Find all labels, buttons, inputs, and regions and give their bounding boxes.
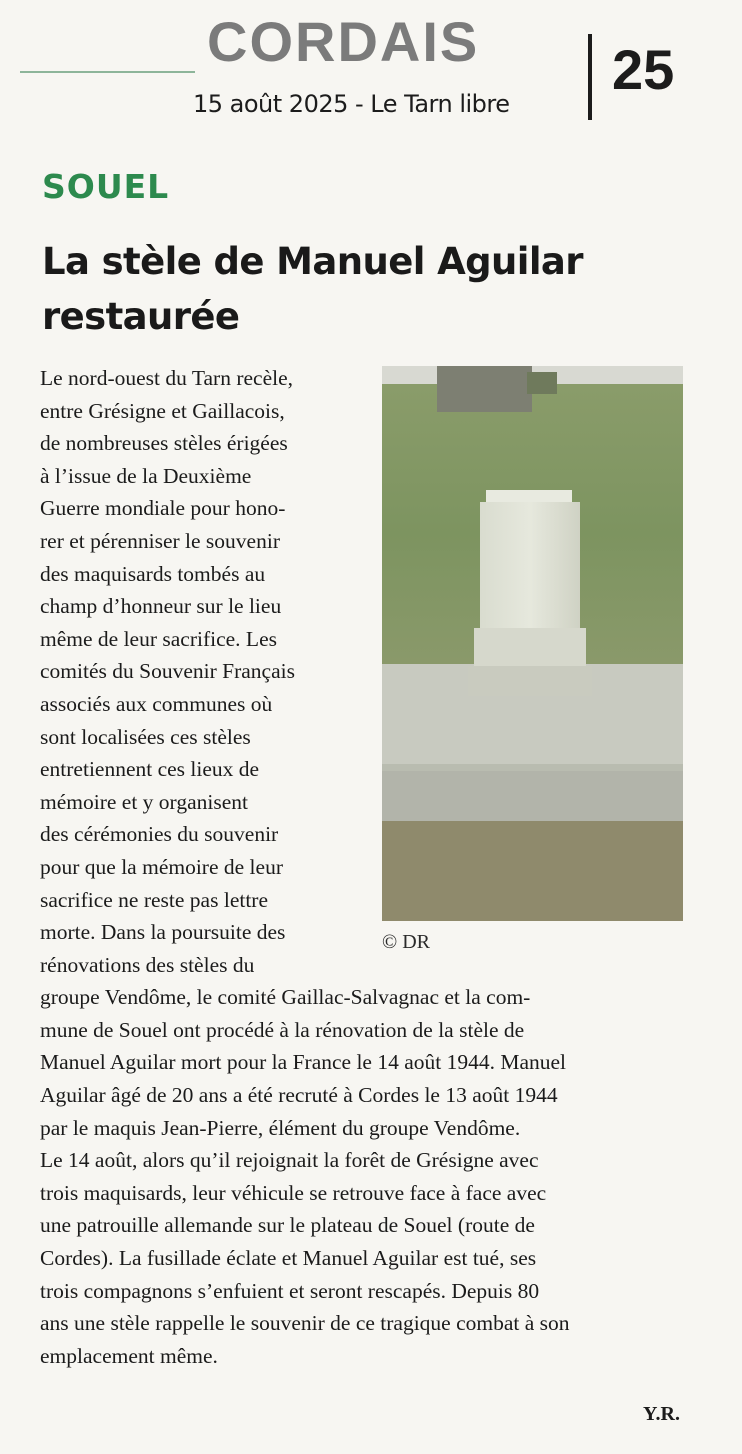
dateline: 15 août 2025 - Le Tarn libre — [193, 90, 510, 118]
body-line: rer et pérenniser le souvenir — [40, 528, 280, 553]
body-line: par le maquis Jean-Pierre, élément du groupe Vendôme. — [40, 1115, 521, 1140]
article-headline — [42, 234, 682, 344]
body-line: rénovations des stèles du — [40, 952, 255, 977]
body-line: champ d’honneur sur le lieu — [40, 594, 282, 619]
body-line: des maquisards tombés au — [40, 561, 266, 586]
page-number: 25 — [612, 38, 675, 101]
body-line: sacrifice ne reste pas lettre — [40, 887, 269, 912]
body-line: morte. Dans la poursuite des — [40, 920, 286, 945]
body-line: Aguilar âgé de 20 ans a été recruté à Cordes le 13 août 1944 — [40, 1083, 558, 1108]
body-line: pour que la mémoire de leur — [40, 854, 283, 879]
body-line: emplacement même. — [40, 1343, 218, 1368]
body-line: associés aux communes où — [40, 691, 273, 716]
body-line: des cérémonies du souvenir — [40, 822, 279, 847]
body-line: à l’issue de la Deuxième — [40, 463, 252, 488]
header-rule — [20, 71, 195, 73]
body-line: mune de Souel ont procédé à la rénovation de la stèle de — [40, 1017, 525, 1042]
article-body — [40, 362, 570, 1372]
photo-credit: © DR — [382, 931, 430, 953]
body-line: ans une stèle rappelle le souvenir de ce tragique combat à son — [40, 1311, 570, 1336]
body-line: Le 14 août, alors qu’il rejoignait la forêt de Grésigne avec — [40, 1148, 539, 1173]
body-line: Manuel Aguilar mort pour la France le 14 août 1944. Manuel — [40, 1050, 567, 1075]
body-line: entretiennent ces lieux de — [40, 757, 260, 782]
body-line: Le nord-ouest du Tarn recèle, — [40, 366, 294, 390]
body-line: trois maquisards, leur véhicule se retrouve face à face avec — [40, 1180, 547, 1205]
body-line: Cordes). La fusillade éclate et Manuel Aguilar est tué, ses — [40, 1246, 537, 1271]
body-line: une patrouille allemande sur le plateau de Souel (route de — [40, 1213, 535, 1238]
header-divider — [588, 34, 592, 120]
body-line: Guerre mondiale pour hono- — [40, 496, 286, 521]
article-kicker: SOUEL — [42, 167, 170, 206]
body-line: mémoire et y organisent — [40, 789, 248, 814]
body-line: trois compagnons s’enfuient et seront rescapés. Depuis 80 — [40, 1278, 540, 1303]
body-line: même de leur sacrifice. Les — [40, 626, 277, 651]
body-line: groupe Vendôme, le comité Gaillac-Salvagnac et la com- — [40, 985, 531, 1010]
body-line: de nombreuses stèles érigées — [40, 431, 288, 456]
body-line: entre Grésigne et Gaillacois, — [40, 398, 285, 423]
headline-line: La stèle de Manuel Aguilar — [42, 240, 583, 283]
body-line: comités du Souvenir Français — [40, 659, 295, 684]
headline-line: restaurée — [42, 295, 240, 338]
body-line: sont localisées ces stèles — [40, 724, 251, 749]
section-title: CORDAIS — [207, 10, 480, 73]
byline: Y.R. — [642, 1403, 680, 1425]
